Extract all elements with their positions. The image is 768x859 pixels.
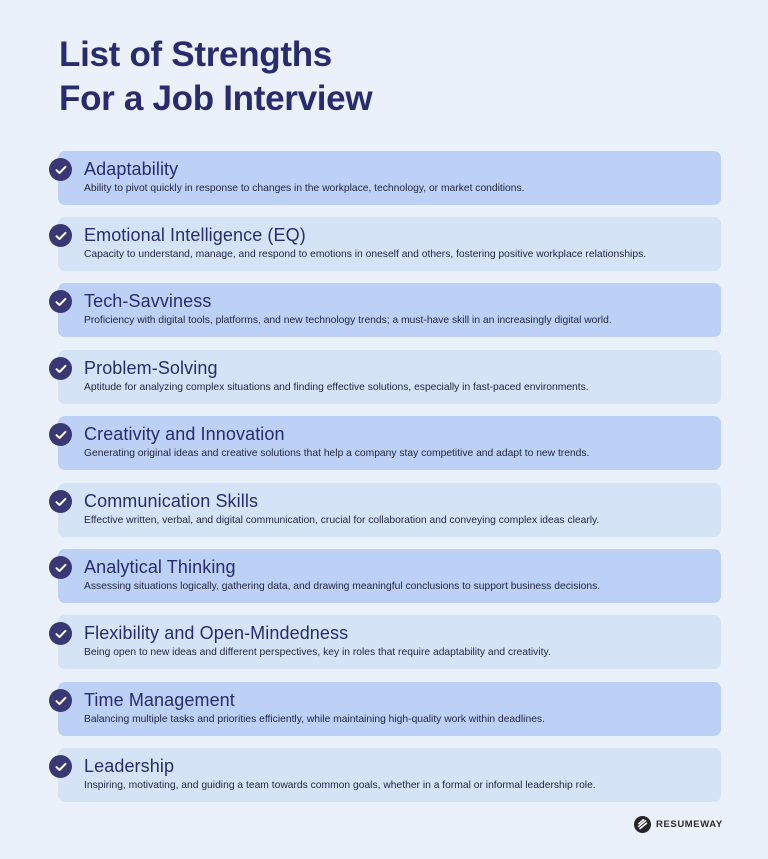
page-title-line-2: For a Job Interview [59,79,373,118]
strength-description: Assessing situations logically, gathering data, and drawing meaningful conclusions to support business decisions. [84,581,601,592]
strength-description: Balancing multiple tasks and priorities efficiently, while maintaining high-quality work within deadlines. [84,714,545,725]
check-circle-icon [49,158,72,181]
resumeway-logo-icon [634,816,651,833]
page-title [59,33,372,121]
strength-title: Tech-Savviness [84,291,212,311]
strength-title: Analytical Thinking [84,557,236,577]
strength-title: Adaptability [84,159,179,179]
page-title-line-1: List of Strengths [59,35,332,74]
strength-title: Time Management [84,690,235,710]
check-circle-icon [49,357,72,380]
strength-description: Aptitude for analyzing complex situations and finding effective solutions, especially in fast-paced environments. [84,382,589,393]
check-circle-icon [49,689,72,712]
list-item [0,151,768,205]
list-item [0,748,768,802]
strength-description: Generating original ideas and creative solutions that help a company stay competitive and adapt to new trends. [84,448,590,459]
check-circle-icon [49,755,72,778]
strength-description: Effective written, verbal, and digital communication, crucial for collaboration and conveying complex ideas clearly. [84,515,600,526]
check-circle-icon [49,423,72,446]
strength-description: Inspiring, motivating, and guiding a team towards common goals, whether in a formal or informal leadership role. [84,780,596,791]
check-circle-icon [49,490,72,513]
strength-title: Communication Skills [84,491,259,511]
list-item [0,549,768,603]
strength-title: Flexibility and Open-Mindedness [84,623,349,643]
list-item [0,283,768,337]
strength-title: Leadership [84,756,175,776]
list-item [0,416,768,470]
check-circle-icon [49,622,72,645]
check-circle-icon [49,290,72,313]
brand-name: RESUMEWAY [656,819,723,830]
strength-title: Emotional Intelligence (EQ) [84,225,306,245]
list-item [0,682,768,736]
list-item [0,483,768,537]
brand-footer [634,816,723,833]
strength-description: Being open to new ideas and different perspectives, key in roles that require adaptability and creativity. [84,647,551,658]
list-item [0,350,768,404]
check-circle-icon [49,224,72,247]
list-item [0,615,768,669]
list-item [0,217,768,271]
strength-description: Proficiency with digital tools, platforms, and new technology trends; a must-have skill in an increasingly digital world. [84,315,612,326]
check-circle-icon [49,556,72,579]
strength-description: Capacity to understand, manage, and respond to emotions in oneself and others, fostering positive workplace relationships. [84,249,647,260]
strength-title: Creativity and Innovation [84,424,285,444]
strength-title: Problem-Solving [84,358,218,378]
strength-description: Ability to pivot quickly in response to changes in the workplace, technology, or market conditions. [84,183,525,194]
